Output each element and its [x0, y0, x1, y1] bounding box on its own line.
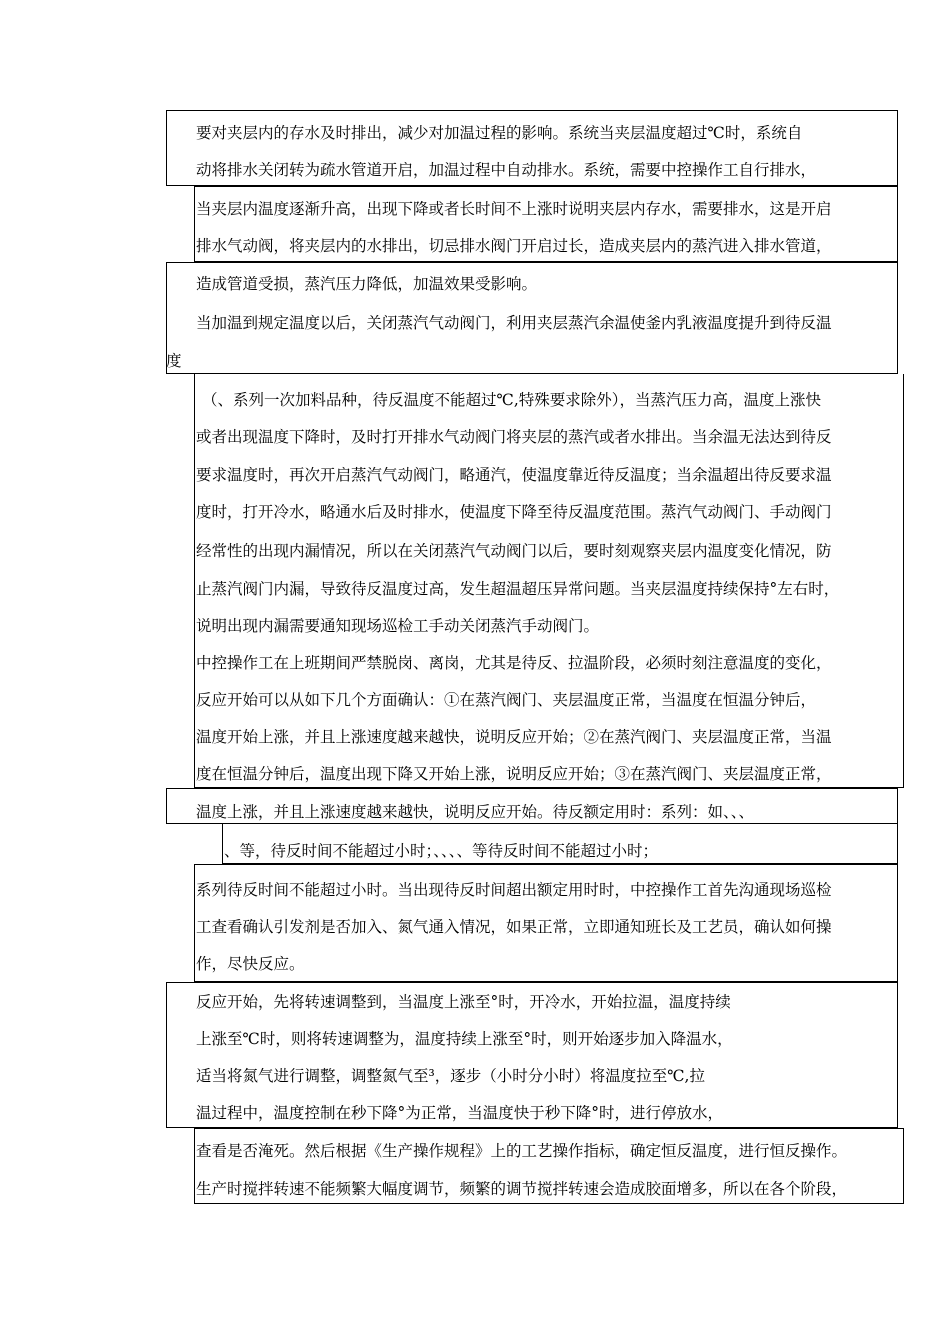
text-line: 查看是否淹死。然后根据《生产操作规程》上的工艺操作指标，确定恒反温度，进行恒反操作。 — [196, 1142, 848, 1160]
text-line: 作，尽快反应。 — [196, 955, 305, 973]
text-line: 当加温到规定温度以后，关闭蒸汽气动阀门，利用夹层蒸汽余温使釜内乳液温度提升到待反温 — [196, 314, 832, 332]
text-line: 要求温度时，再次开启蒸汽气动阀门，略通汽，使温度靠近待反温度；当余温超出待反要求温 — [196, 466, 832, 484]
text-line: 、等，待反时间不能超过小时；、、、、等待反时间不能超过小时； — [224, 842, 659, 860]
text-line: 要对夹层内的存水及时排出，减少对加温过程的影响。系统当夹层温度超过℃时，系统自 — [196, 124, 803, 142]
text-line: 动将排水关闭转为疏水管道开启，加温过程中自动排水。系统，需要中控操作工自行排水， — [196, 161, 817, 179]
text-line: 上涨至℃时，则将转速调整为，温度持续上涨至°时，则开始逐步加入降温水， — [196, 1030, 733, 1048]
text-line: 度 — [166, 352, 182, 370]
text-line: 反应开始可以从如下几个方面确认：①在蒸汽阀门、夹层温度正常，当温度在恒温分钟后， — [196, 691, 817, 709]
text-line: 度在恒温分钟后，温度出现下降又开始上涨，说明反应开始；③在蒸汽阀门、夹层温度正常， — [196, 765, 832, 783]
text-line: 说明出现内漏需要通知现场巡检工手动关闭蒸汽手动阀门。 — [196, 617, 600, 635]
text-line: 中控操作工在上班期间严禁脱岗、离岗，尤其是待反、拉温阶段，必须时刻注意温度的变化， — [196, 654, 832, 672]
text-line: 生产时搅拌转速不能频繁大幅度调节，频繁的调节搅拌转速会造成胶面增多，所以在各个阶段， — [196, 1180, 848, 1198]
text-line: 系列待反时间不能超过小时。当出现待反时间超出额定用时时，中控操作工首先沟通现场巡检 — [196, 881, 832, 899]
text-line: 当夹层内温度逐渐升高，出现下降或者长时间不上涨时说明夹层内存水，需要排水，这是开启 — [196, 200, 832, 218]
text-line: 反应开始，先将转速调整到，当温度上涨至°时，开冷水，开始拉温，温度持续 — [196, 993, 731, 1011]
text-line: 温度开始上涨，并且上涨速度越来越快，说明反应开始；②在蒸汽阀门、夹层温度正常，当温 — [196, 728, 832, 746]
text-line: 或者出现温度下降时，及时打开排水气动阀门将夹层的蒸汽或者水排出。当余温无法达到待反 — [196, 428, 832, 446]
text-line: 适当将氮气进行调整，调整氮气至³，逐步（小时分小时）将温度拉至℃,拉 — [196, 1067, 705, 1085]
text-line: 温度上涨，并且上涨速度越来越快，说明反应开始。待反额定用时：系列：如、、、 — [196, 803, 755, 821]
text-line: 经常性的出现内漏情况，所以在关闭蒸汽气动阀门以后，要时刻观察夹层内温度变化情况，防 — [196, 542, 832, 560]
text-line: （、系列一次加料品种，待反温度不能超过℃,特殊要求除外），当蒸汽压力高，温度上涨快 — [202, 391, 822, 409]
text-line: 温过程中，温度控制在秒下降°为正常，当温度快于秒下降°时，进行停放水， — [196, 1104, 724, 1122]
text-line: 排水气动阀，将夹层内的水排出，切忌排水阀门开启过长，造成夹层内的蒸汽进入排水管道， — [196, 237, 832, 255]
text-line: 造成管道受损，蒸汽压力降低，加温效果受影响。 — [196, 275, 538, 293]
text-line: 度时，打开冷水，略通水后及时排水，使温度下降至待反温度范围。蒸汽气动阀门、手动阀门 — [196, 503, 832, 521]
text-line: 止蒸汽阀门内漏，导致待反温度过高，发生超温超压异常问题。当夹层温度持续保持°左右时， — [196, 580, 840, 598]
text-line: 工查看确认引发剂是否加入、氮气通入情况，如果正常，立即通知班长及工艺员，确认如何操 — [196, 918, 832, 936]
